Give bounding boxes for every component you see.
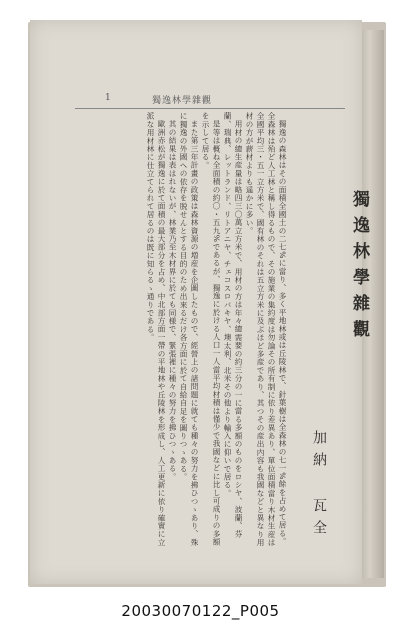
running-head: [60, 93, 360, 107]
article-author: 加納 瓦全: [311, 430, 327, 542]
body-paragraph: 其の結果は表はれないが、林業乃至木材界に於ても同様で、緊張裡に種々の努力を拂ひつゝある。: [168, 119, 177, 481]
article-body: [78, 112, 288, 552]
journal-name: 獨逸林學雜觀: [152, 96, 213, 106]
scan-caption: 20030070122_P005: [121, 602, 280, 620]
body-paragraph: 歐洲赤松が獨逸に於て面積の最大部分を占め、中北部方面一帶の平地林や丘陵林を形成し、人工更新に依り確實に立派な用材林に仕立てられて居るのは既に知らるゝ通りである。: [146, 112, 166, 546]
body-paragraph: また第三年計畫の政策は森林資源の増産を企圖したもので、經營上の諸問題に就ても種々の努力を拂ひつゝあり、殊に獨逸の外國への依存を脱せんとする目的のため出來るだけ各方面に於て自給自足を圖りつゝある。: [179, 112, 199, 546]
body-paragraph: 用材の總生産量は略四三〇萬立方米で、用材の方は年々總需要の約三分の一に當る多額のものをロシヤ、波蘭、芬蘭、瑞典、レットランド、リトアニヤ、チェコスロバキヤ、墺太利、北米その他より輸入に仰いで居る。: [223, 112, 243, 538]
header-rule: [75, 108, 345, 109]
document-page: [30, 20, 369, 584]
page-number: 1: [105, 93, 112, 103]
body-paragraph: 是等は概ね全面積の約〇・五九%であるが、獨逸に於ける人口一人當平均材積は僅少で我國などに比し可成りの多額を示して居る。: [201, 112, 221, 546]
body-paragraph: 獨逸の森林はその面積全國土の二七%に當り、多く平地林或は丘陵林で、針葉樹は全森林の七一%餘を占めて居る。全森林は殆ど人工林と稱し得るもので、その施業の集約度は勿論その所有制に依り差異あり、單位面積當り木材生産は全國平均三・五一立方米で、國有林のそれは五立方米に及ぶほど多産であり、其つその産出内容も我國などと異なり用材の方が薪材よりも遥かに多い。: [245, 112, 287, 547]
article-title: 獨逸林學雜觀: [349, 190, 369, 346]
